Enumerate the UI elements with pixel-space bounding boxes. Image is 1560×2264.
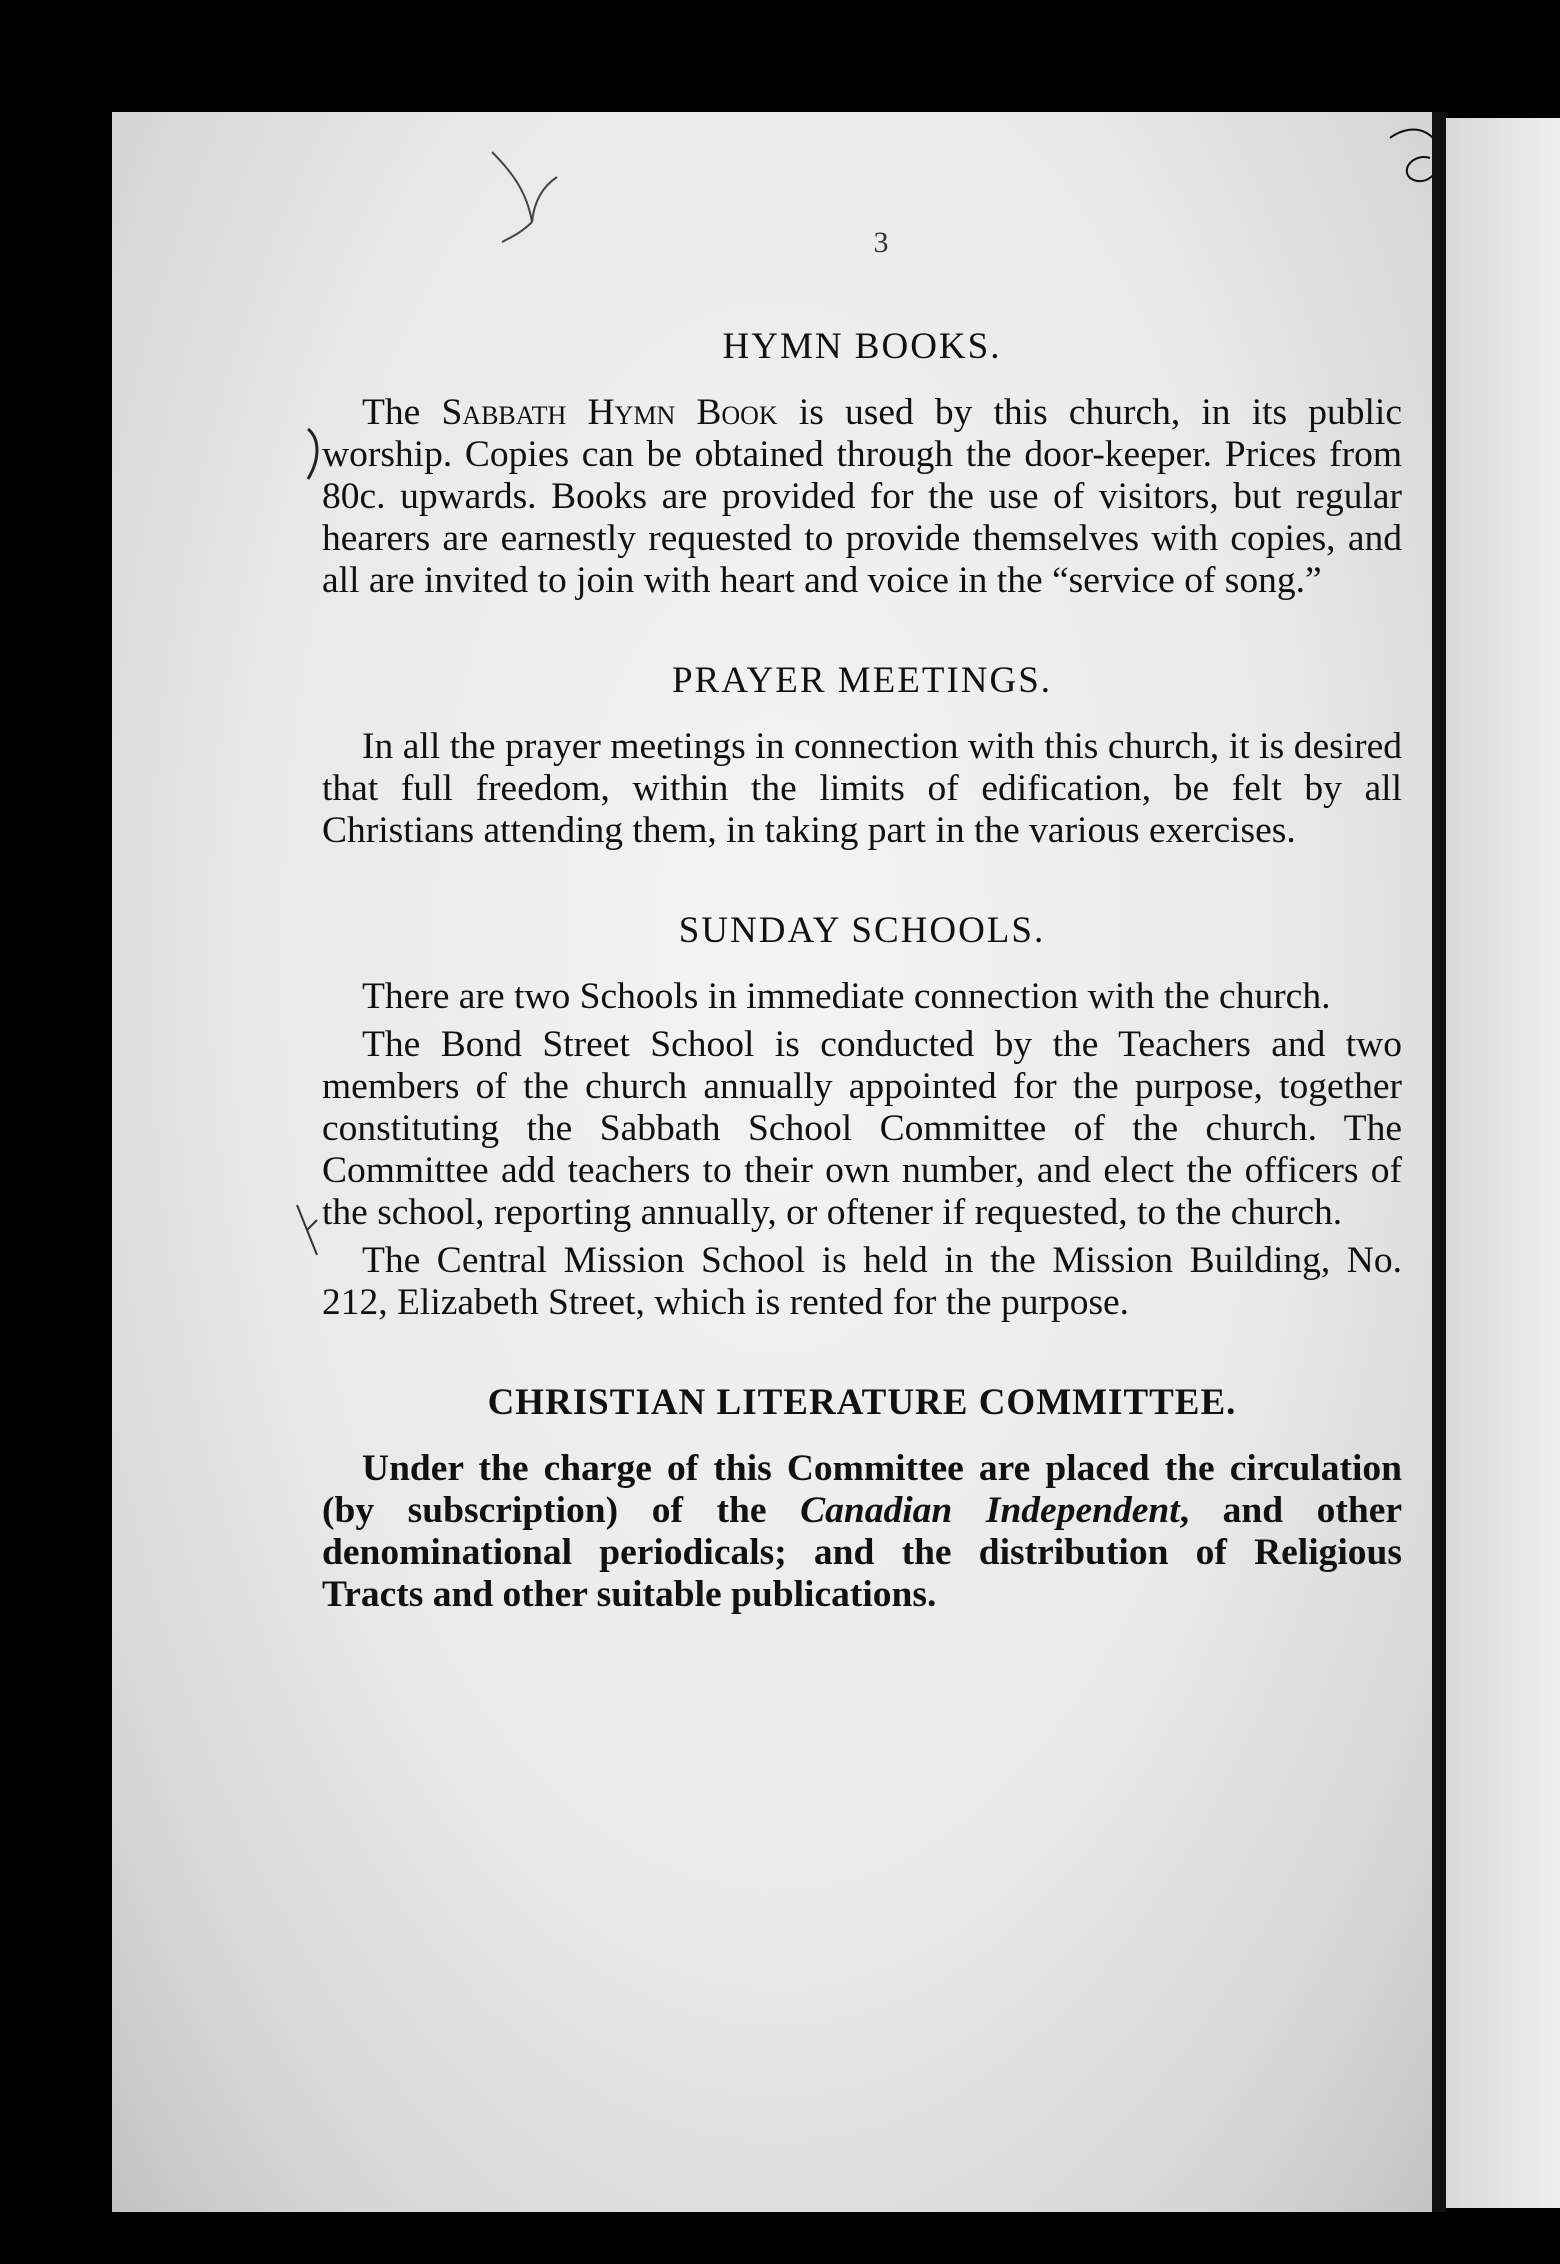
sections-container <box>322 326 1402 1616</box>
text-run: The Bond Street School is conducted by the Teachers and two members of the church annually appointed for the purpose, together constituting the Sabbath School Committee of the church. The Committee add teachers to their own number, and elect the officers of the school, reporting annually, or oftener if requested, to the church. <box>322 1024 1402 1233</box>
text-run: , and other denominational periodicals; and the distribution of Religious Tracts and other suitable publications. <box>322 1490 1403 1615</box>
section-heading: PRAYER MEETINGS. <box>671 660 1053 701</box>
text-run: The Central Mission School is held in the Mission Building, No. 212, Elizabeth Street, which is rented for the purpose. <box>322 1240 1402 1323</box>
paragraph <box>322 392 1402 602</box>
text-run: is used by this church, in its public worship. Copies can be obtained through the door-keeper. Prices from 80c. upwards. Books are provided for the use of visitors, but regular hearers are earnestly requested to provide themselves with copies, and all are invited to join with heart and voice in the “service of song.” <box>322 392 1402 601</box>
scanned-page <box>112 112 1442 2212</box>
paragraph <box>322 976 1402 1018</box>
section <box>322 1382 1402 1616</box>
text-run: Canadian Independent <box>800 1490 1180 1531</box>
text-run: Under the charge of this Committee are placed the circulation (by subscription) of the <box>322 1448 1402 1531</box>
section-heading: CHRISTIAN LITERATURE COMMITTEE. <box>487 1382 1237 1423</box>
text-run: There are two Schools in immediate connection with the church. <box>362 976 1331 1017</box>
page-content <box>322 222 1402 1674</box>
section-heading: SUNDAY SCHOOLS. <box>678 910 1046 951</box>
paragraph <box>322 1024 1402 1234</box>
text-run: The <box>362 392 442 433</box>
section <box>322 326 1402 602</box>
paragraph <box>322 1240 1402 1324</box>
page-number: 3 <box>873 226 891 259</box>
book-spine-gutter <box>1432 112 1446 2212</box>
section-heading: HYMN BOOKS. <box>722 326 1002 367</box>
text-run: In all the prayer meetings in connection with this church, it is desired that full freedom, within the limits of edification, be felt by all Christians attending them, in taking part in the various exercises. <box>322 726 1402 851</box>
paragraph <box>322 1448 1402 1616</box>
paragraph <box>322 726 1402 852</box>
page-curl-mark <box>1380 118 1450 218</box>
adjacent-page-edge <box>1446 118 1560 2208</box>
section <box>322 910 1402 1324</box>
text-run: Sabbath Hymn Book <box>441 392 778 433</box>
section <box>322 660 1402 852</box>
margin-tick-mark <box>292 1200 322 1260</box>
